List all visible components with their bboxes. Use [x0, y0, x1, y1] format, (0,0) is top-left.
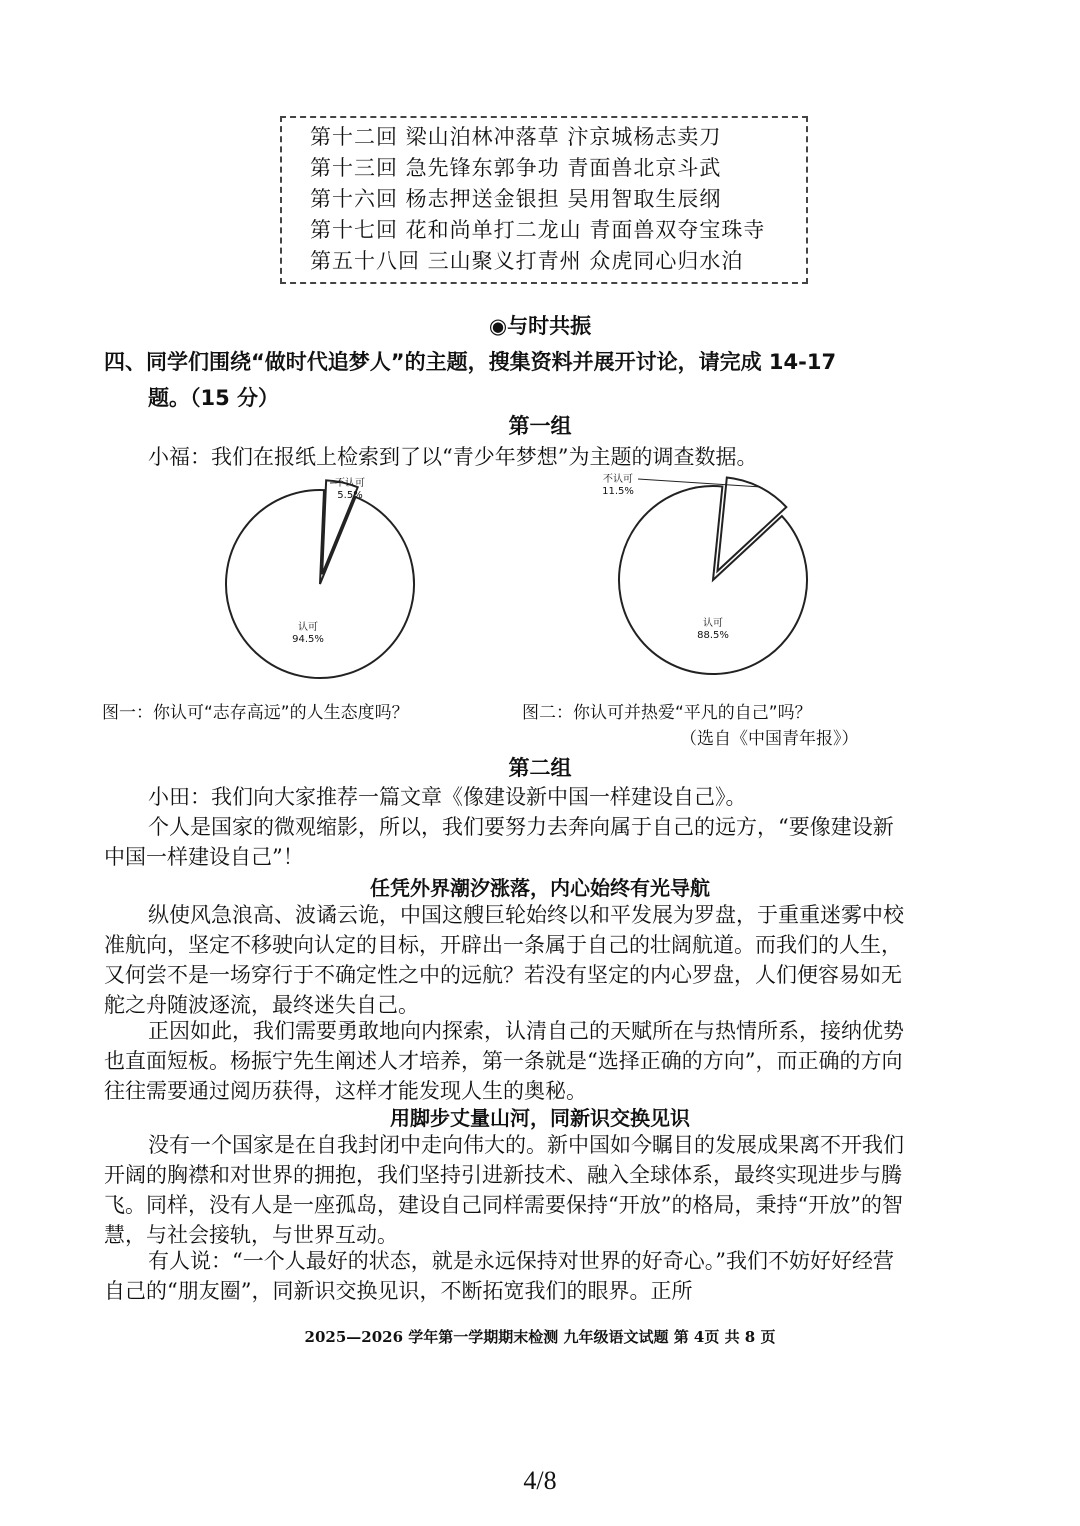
pie-value-approve: 88.5%	[697, 630, 729, 641]
chapter-line: 第十七回 花和尚单打二龙山 青面兽双夺宝珠寺	[310, 218, 766, 242]
section-title: ◉与时共振	[488, 314, 592, 338]
group1-intro: 小福：我们在报纸上检索到了以“青少年梦想”为主题的调查数据。	[148, 445, 758, 469]
pie-leader-line	[330, 482, 342, 483]
page-footer: 2025—2026 学年第一学期期末检测 九年级语文试题 第 4页 共 8 页	[304, 1328, 776, 1346]
paragraph-2: 正因如此，我们需要勇敢地向内探索，认清自己的天赋所在与热情所系，接纳优势也直面短板。杨振宁先生阐述人才培养，第一条就是“选择正确的方向”，而正确的方向往往需要通过阅历获得，这样才能发现人生的奥秘。	[104, 1019, 904, 1103]
question-line-1: 四、同学们围绕“做时代追梦人”的主题，搜集资料并展开讨论，请完成 14-17	[104, 350, 837, 374]
pie-slice-approve	[226, 490, 414, 678]
chapter-line: 第十六回 杨志押送金银担 吴用智取生辰纲	[310, 187, 722, 211]
subhead-2: 用脚步丈量山河，同新识交换见识	[390, 1106, 690, 1130]
subhead-1: 任凭外界潮汐涨落，内心始终有光导航	[370, 876, 710, 900]
paragraph-4: 有人说：“一个人最好的状态，就是永远保持对世界的好奇心。”我们不妨好好经营自己的“朋友圈”，同新识交换见识，不断拓宽我们的眼界。正所	[104, 1249, 894, 1303]
paragraph-1: 纵使风急浪高、波谲云诡，中国这艘巨轮始终以和平发展为罗盘，于重重迷雾中校准航向，坚定不移驶向认定的目标，开辟出一条属于自己的壮阔航道。而我们的人生，又何尝不是一场穿行于不确定性之中的远航？若没有坚定的内心罗盘，人们便容易如无舵之舟随波逐流，最终迷失自己。	[104, 903, 904, 1017]
group2-lead: 个人是国家的微观缩影，所以，我们要努力去奔向属于自己的远方，“要像建设新中国一样建设自己”！	[104, 815, 894, 869]
chapter-line: 第十三回 急先锋东郭争功 青面兽北京斗武	[310, 156, 722, 180]
pie-label-approve: 认可	[703, 618, 723, 629]
pie-label-disapprove: 不认可	[335, 478, 365, 489]
pie-value-disapprove: 11.5%	[602, 486, 634, 497]
question-prompt	[104, 344, 904, 416]
pie-label-disapprove: 不认可	[603, 474, 633, 485]
pie-value-disapprove: 5.5%	[337, 490, 363, 501]
page-number: 4/8	[523, 1466, 557, 1495]
chart-source: （选自《中国青年报》）	[680, 729, 859, 749]
chapter-line: 第十二回 梁山泊林冲落草 汴京城杨志卖刀	[310, 125, 722, 149]
chapter-line: 第五十八回 三山聚义打青州 众虎同心归水泊	[310, 249, 744, 273]
chart1-caption: 图一：你认可“志存高远”的人生态度吗？	[102, 703, 409, 723]
pie-charts	[200, 474, 840, 684]
group1-title: 第一组	[508, 414, 572, 438]
chapter-list-box	[280, 116, 808, 284]
pie-value-approve: 94.5%	[292, 634, 324, 645]
pie-chart-1	[226, 476, 414, 678]
group2-intro: 小田：我们向大家推荐一篇文章《像建设新中国一样建设自己》。	[148, 785, 747, 809]
chart2-caption: 图二：你认可并热爱“平凡的自己”吗？	[522, 703, 812, 723]
question-line-2: 题。（15 分）	[148, 386, 280, 410]
pie-label-approve: 认可	[298, 622, 318, 633]
paragraph-3: 没有一个国家是在自我封闭中走向伟大的。新中国如今瞩目的发展成果离不开我们开阔的胸襟和对世界的拥抱，我们坚持引进新技术、融入全球体系，最终实现进步与腾飞。同样，没有人是一座孤岛，建设自己同样需要保持“开放”的格局，秉持“开放”的智慧，与社会接轨，与世界互动。	[104, 1133, 904, 1247]
pie-chart-2	[602, 472, 807, 674]
group2-title: 第二组	[508, 756, 572, 780]
